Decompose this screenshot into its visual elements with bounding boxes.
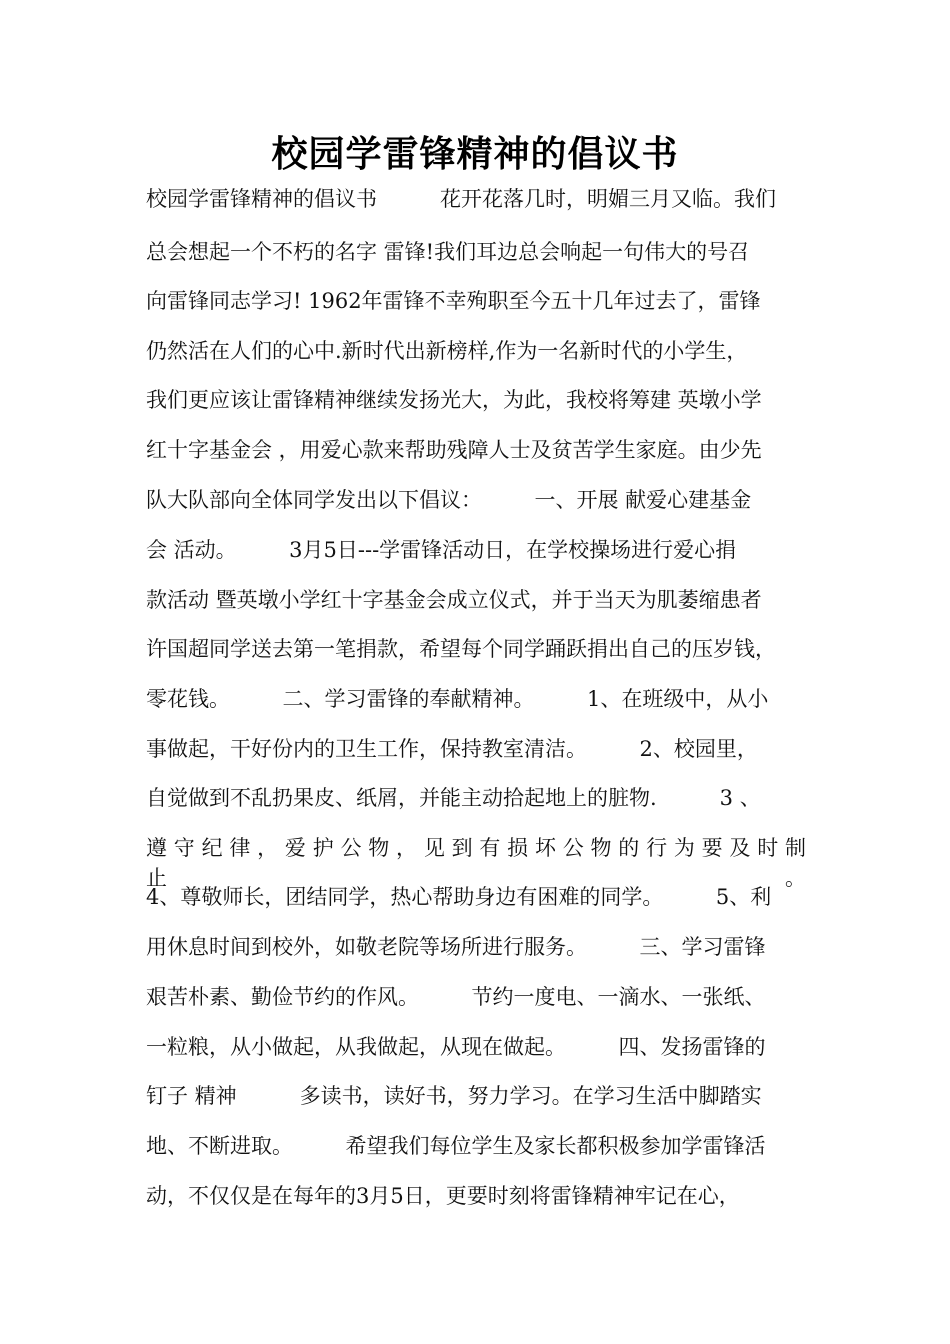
body-line: 自觉做到不乱扔果皮、纸屑，并能主动拾起地上的脏物. 3 、 — [146, 786, 761, 810]
document-title: 校园学雷锋精神的倡议书 — [271, 134, 679, 175]
body-line: 地、不断进取。 希望我们每位学生及家长都积极参加学雷锋活 — [146, 1134, 766, 1158]
body-line: 队大队部向全体同学发出以下倡议： 一、开展 献爱心建基金 — [146, 488, 752, 512]
body-line: 会 活动。 3月5日---学雷锋活动日，在学校操场进行爱心捐 — [146, 538, 737, 562]
body-line: 款活动 暨英墩小学红十字基金会成立仪式，并于当天为肌萎缩患者 — [146, 588, 762, 612]
body-line: 4、尊敬师长，团结同学，热心帮助身边有困难的同学。 5、利 — [146, 885, 772, 909]
body-line: 用休息时间到校外，如敬老院等场所进行服务。 三、学习雷锋 — [146, 935, 766, 959]
body-line: 零花钱。 二、学习雷锋的奉献精神。 1、在班级中，从小 — [146, 687, 769, 711]
body-line: 艰苦朴素、勤俭节约的作风。 节约一度电、一滴水、一张纸、 — [146, 985, 766, 1009]
body-line: 我们更应该让雷锋精神继续发扬光大，为此，我校将筹建 英墩小学 — [146, 388, 762, 412]
body-line: 许国超同学送去第一笔捐款，希望每个同学踊跃捐出自己的压岁钱， — [146, 637, 776, 661]
body-line: 仍然活在人们的心中.新时代出新榜样,作为一名新时代的小学生， — [146, 339, 748, 363]
body-line: 动，不仅仅是在每年的3月5日，更要时刻将雷锋精神牢记在心， — [146, 1184, 740, 1208]
body-line: 总会想起一个不朽的名字 雷锋!我们耳边总会响起一句伟大的号召 — [146, 240, 750, 264]
body-line: 红十字基金会 ，用爱心款来帮助残障人士及贫苦学生家庭。由少先 — [146, 438, 762, 462]
body-line: 校园学雷锋精神的倡议书 花开花落几时，明媚三月又临。我们 — [146, 187, 776, 211]
body-line: 一粒粮，从小做起，从我做起，从现在做起。 四、发扬雷锋的 — [146, 1035, 766, 1059]
body-line: 事做起，干好份内的卫生工作，保持教室清洁。 2、校园里， — [146, 737, 758, 761]
body-line: 向雷锋同志学习! 1962年雷锋不幸殉职至今五十几年过去了，雷锋 — [146, 289, 761, 313]
body-line: 钉子 精神 多读书，读好书，努力学习。在学习生活中脚踏实 — [146, 1084, 762, 1108]
body-line: 遵 守 纪 律 ， 爱 护 公 物 ， 见 到 有 损 坏 公 物 的 行 为 要 及 时 制 止 。 — [146, 836, 806, 890]
